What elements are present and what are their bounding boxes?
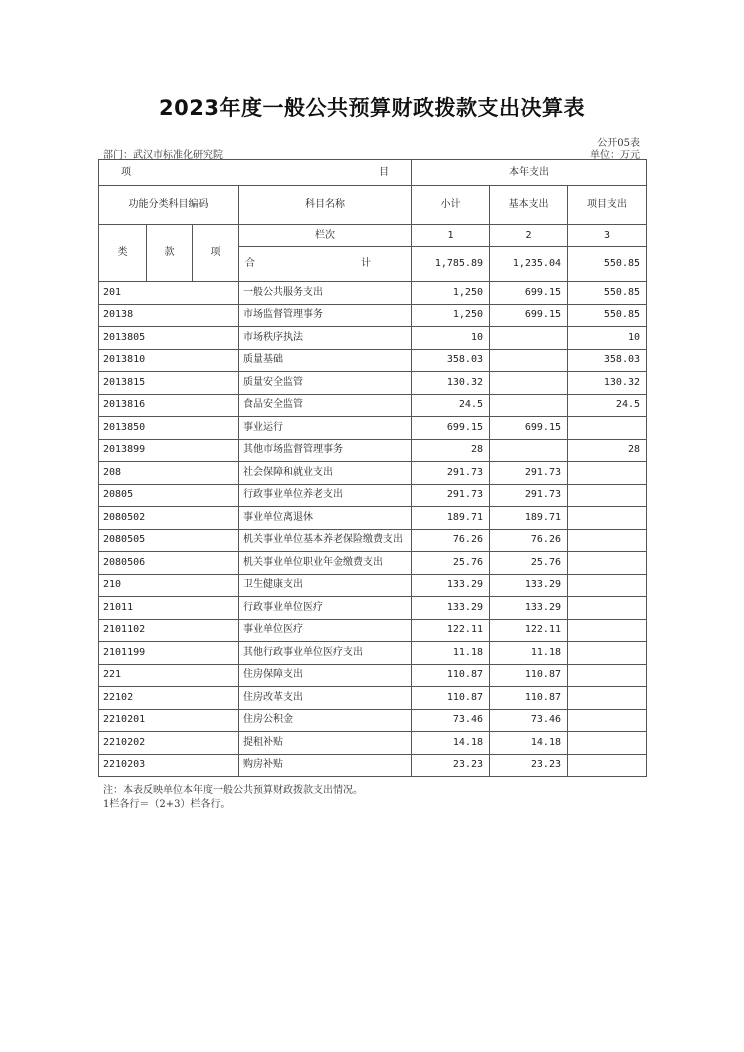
row-subtotal: 28 — [412, 439, 490, 462]
row-project — [568, 552, 647, 575]
note-line-1: 注：本表反映单位本年度一般公共预算财政拨款支出情况。 — [103, 785, 363, 796]
header-project: 项目支出 — [568, 186, 647, 225]
row-subtotal: 122.11 — [412, 619, 490, 642]
page-title: 2023年度一般公共预算财政拨款支出决算表 — [159, 96, 585, 120]
row-subject-name: 食品安全监管 — [239, 394, 412, 417]
row-subject-name: 卫生健康支出 — [239, 574, 412, 597]
row-subject-name: 行政事业单位医疗 — [239, 597, 412, 620]
row-basic: 14.18 — [490, 732, 568, 755]
row-subject-name: 社会保障和就业支出 — [239, 462, 412, 485]
row-subject-name: 事业单位医疗 — [239, 619, 412, 642]
row-subtotal: 14.18 — [412, 732, 490, 755]
row-basic: 11.18 — [490, 642, 568, 665]
table-row — [99, 439, 647, 462]
row-basic: 291.73 — [490, 484, 568, 507]
unit-label: 单位：万元 — [590, 150, 640, 161]
total-label-cell — [239, 247, 412, 282]
row-project — [568, 417, 647, 440]
row-project: 358.03 — [568, 349, 647, 372]
row-code: 2080506 — [99, 552, 239, 575]
header-col1: 1 — [412, 225, 490, 247]
note-line-2: 1栏各行＝（2+3）栏各行。 — [103, 799, 231, 810]
table-row — [99, 754, 647, 777]
row-project: 28 — [568, 439, 647, 462]
row-project — [568, 664, 647, 687]
table-row — [99, 552, 647, 575]
row-code: 201 — [99, 282, 239, 305]
form-number: 公开05表 — [597, 138, 640, 149]
table-row — [99, 597, 647, 620]
row-basic: 699.15 — [490, 417, 568, 440]
row-subject-name: 一般公共服务支出 — [239, 282, 412, 305]
row-subject-name: 行政事业单位养老支出 — [239, 484, 412, 507]
row-subtotal: 110.87 — [412, 687, 490, 710]
row-subtotal: 1,250 — [412, 282, 490, 305]
table-row — [99, 732, 647, 755]
row-subject-name: 提租补贴 — [239, 732, 412, 755]
row-code: 20138 — [99, 304, 239, 327]
row-subtotal: 189.71 — [412, 507, 490, 530]
row-basic: 699.15 — [490, 282, 568, 305]
row-code: 2210203 — [99, 754, 239, 777]
row-code: 2210201 — [99, 709, 239, 732]
table-row — [99, 687, 647, 710]
row-subtotal: 76.26 — [412, 529, 490, 552]
row-subject-name: 购房补贴 — [239, 754, 412, 777]
row-basic — [490, 394, 568, 417]
row-project — [568, 754, 647, 777]
row-subtotal: 24.5 — [412, 394, 490, 417]
row-project — [568, 462, 647, 485]
row-subtotal: 133.29 — [412, 574, 490, 597]
total-ji: 计 — [361, 258, 371, 269]
row-code: 221 — [99, 664, 239, 687]
row-code: 20805 — [99, 484, 239, 507]
header-row-3 — [99, 225, 647, 247]
table-row — [99, 574, 647, 597]
row-project — [568, 687, 647, 710]
row-project — [568, 709, 647, 732]
header-basic: 基本支出 — [490, 186, 568, 225]
row-code: 2080505 — [99, 529, 239, 552]
row-subject-name: 事业单位离退休 — [239, 507, 412, 530]
row-subject-name: 机关事业单位职业年金缴费支出 — [239, 552, 412, 575]
row-code: 2013815 — [99, 372, 239, 395]
row-project: 550.85 — [568, 304, 647, 327]
header-lanci: 栏次 — [239, 225, 412, 247]
row-subtotal: 130.32 — [412, 372, 490, 395]
row-basic: 110.87 — [490, 687, 568, 710]
row-basic: 110.87 — [490, 664, 568, 687]
row-code: 2210202 — [99, 732, 239, 755]
row-subtotal: 291.73 — [412, 484, 490, 507]
row-subtotal: 358.03 — [412, 349, 490, 372]
table-row — [99, 372, 647, 395]
row-subtotal: 73.46 — [412, 709, 490, 732]
header-subtotal: 小计 — [412, 186, 490, 225]
row-project — [568, 529, 647, 552]
row-basic: 76.26 — [490, 529, 568, 552]
table-row — [99, 304, 647, 327]
row-subject-name: 住房改革支出 — [239, 687, 412, 710]
row-code: 21011 — [99, 597, 239, 620]
header-col3: 3 — [568, 225, 647, 247]
row-basic — [490, 439, 568, 462]
row-code: 2013816 — [99, 394, 239, 417]
row-subject-name: 质量基础 — [239, 349, 412, 372]
row-subject-name: 事业运行 — [239, 417, 412, 440]
row-project — [568, 642, 647, 665]
header-xiang2: 项 — [193, 225, 239, 282]
row-code: 2080502 — [99, 507, 239, 530]
row-subject-name: 质量安全监管 — [239, 372, 412, 395]
header-col2: 2 — [490, 225, 568, 247]
row-basic: 122.11 — [490, 619, 568, 642]
table-row — [99, 417, 647, 440]
row-basic — [490, 327, 568, 350]
row-subject-name: 市场秩序执法 — [239, 327, 412, 350]
row-project — [568, 484, 647, 507]
row-code: 210 — [99, 574, 239, 597]
row-subtotal: 291.73 — [412, 462, 490, 485]
header-lei: 类 — [99, 225, 147, 282]
header-subject-name: 科目名称 — [239, 186, 412, 225]
row-code: 2013810 — [99, 349, 239, 372]
row-subject-name: 其他市场监督管理事务 — [239, 439, 412, 462]
table-row — [99, 619, 647, 642]
row-subtotal: 25.76 — [412, 552, 490, 575]
row-subtotal: 133.29 — [412, 597, 490, 620]
row-subtotal: 23.23 — [412, 754, 490, 777]
header-row-2 — [99, 186, 647, 225]
header-kuan: 款 — [147, 225, 193, 282]
row-code: 2101102 — [99, 619, 239, 642]
row-basic: 73.46 — [490, 709, 568, 732]
expenditure-table — [98, 159, 647, 777]
row-project — [568, 619, 647, 642]
department-label: 部门：武汉市标准化研究院 — [103, 150, 223, 161]
row-code: 22102 — [99, 687, 239, 710]
row-project — [568, 507, 647, 530]
row-subtotal: 10 — [412, 327, 490, 350]
total-project: 550.85 — [568, 247, 647, 282]
row-basic: 699.15 — [490, 304, 568, 327]
row-code: 2013899 — [99, 439, 239, 462]
header-item-cell — [99, 160, 412, 186]
header-row-1 — [99, 160, 647, 186]
header-mu: 目 — [379, 166, 389, 178]
row-project — [568, 732, 647, 755]
total-subtotal: 1,785.89 — [412, 247, 490, 282]
table-row — [99, 394, 647, 417]
table-row — [99, 282, 647, 305]
row-code: 208 — [99, 462, 239, 485]
row-subject-name: 住房保障支出 — [239, 664, 412, 687]
row-subject-name: 其他行政事业单位医疗支出 — [239, 642, 412, 665]
row-code: 2101199 — [99, 642, 239, 665]
row-basic: 291.73 — [490, 462, 568, 485]
row-subject-name: 市场监督管理事务 — [239, 304, 412, 327]
header-current-year: 本年支出 — [412, 160, 647, 186]
row-basic — [490, 349, 568, 372]
total-basic: 1,235.04 — [490, 247, 568, 282]
table-row — [99, 664, 647, 687]
row-project — [568, 597, 647, 620]
row-project: 10 — [568, 327, 647, 350]
row-subject-name: 住房公积金 — [239, 709, 412, 732]
row-code: 2013805 — [99, 327, 239, 350]
table-row — [99, 642, 647, 665]
table-row — [99, 484, 647, 507]
row-project: 550.85 — [568, 282, 647, 305]
row-basic: 25.76 — [490, 552, 568, 575]
table-row — [99, 709, 647, 732]
table-row — [99, 507, 647, 530]
row-subtotal: 110.87 — [412, 664, 490, 687]
table-row — [99, 462, 647, 485]
row-subtotal: 699.15 — [412, 417, 490, 440]
header-function-code: 功能分类科目编码 — [99, 186, 239, 225]
row-basic: 133.29 — [490, 574, 568, 597]
total-he: 合 — [245, 258, 255, 269]
table-row — [99, 327, 647, 350]
table-row — [99, 529, 647, 552]
row-code: 2013850 — [99, 417, 239, 440]
row-subtotal: 11.18 — [412, 642, 490, 665]
table-row — [99, 349, 647, 372]
row-basic: 133.29 — [490, 597, 568, 620]
header-xiang: 项 — [121, 166, 131, 178]
row-project: 130.32 — [568, 372, 647, 395]
row-basic: 23.23 — [490, 754, 568, 777]
row-project: 24.5 — [568, 394, 647, 417]
row-subtotal: 1,250 — [412, 304, 490, 327]
row-basic: 189.71 — [490, 507, 568, 530]
row-subject-name: 机关事业单位基本养老保险缴费支出 — [239, 529, 412, 552]
row-project — [568, 574, 647, 597]
row-basic — [490, 372, 568, 395]
